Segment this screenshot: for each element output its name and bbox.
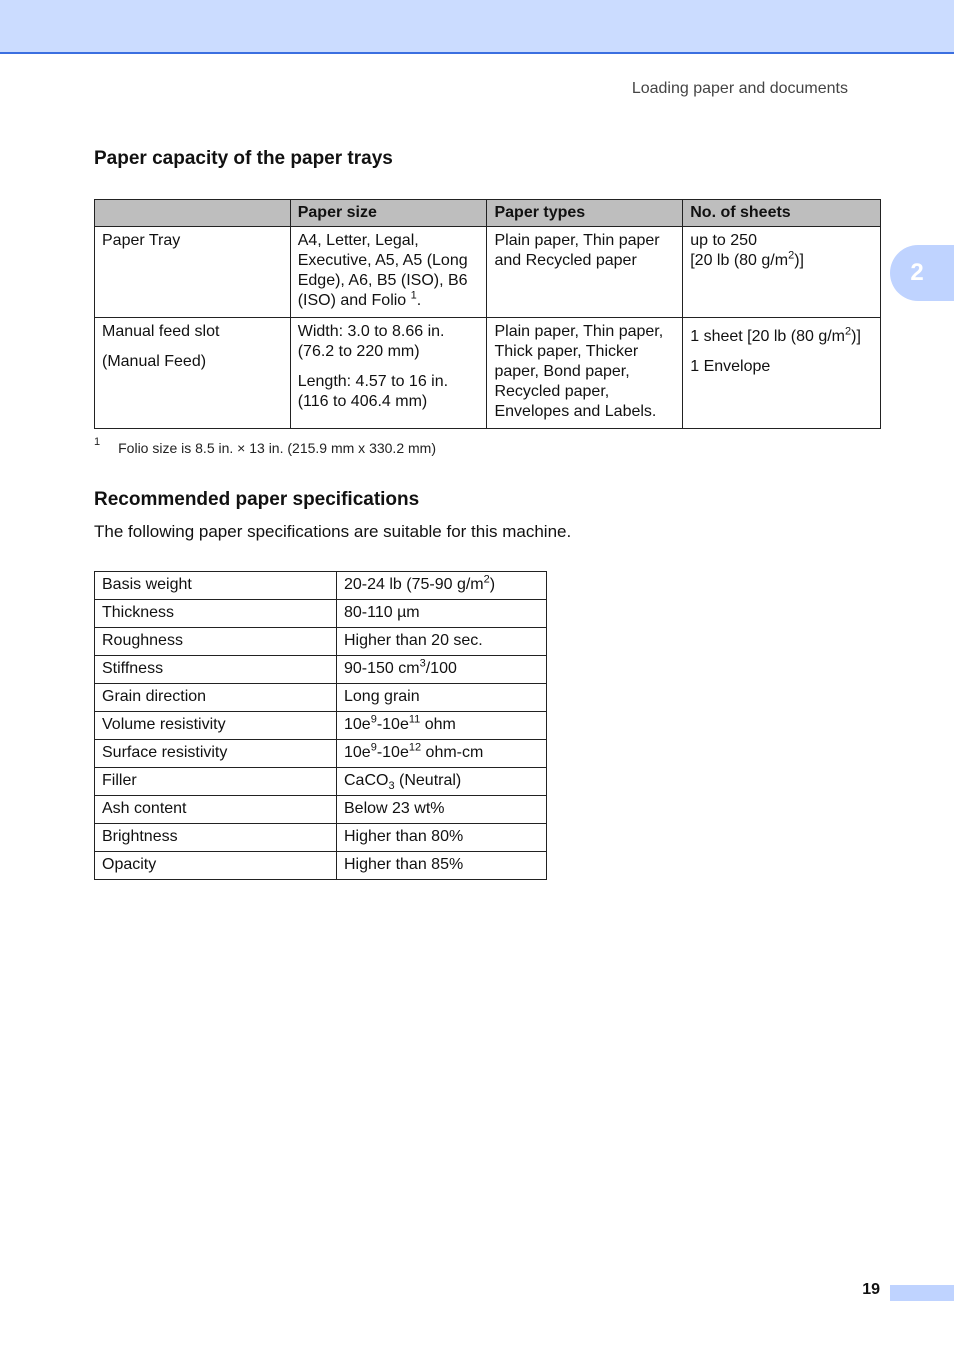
column-header-paper-size: Paper size <box>290 200 487 227</box>
sheets-line: 1 Envelope <box>690 358 771 375</box>
superscript: 9 <box>370 741 377 754</box>
spec-label: Ash content <box>95 796 337 824</box>
spec-value-text: Higher than 80% <box>344 828 464 845</box>
spec-value-text: 20-24 lb (75-90 g/m <box>344 576 484 593</box>
spec-value-text: /100 <box>425 660 457 677</box>
paper-length: Length: 4.57 to 16 in. (116 to 406.4 mm) <box>297 373 449 410</box>
footnote-ref: 1 <box>410 289 417 302</box>
spec-value <box>337 656 547 684</box>
spec-label: Surface resistivity <box>95 740 337 768</box>
table-row <box>95 684 547 712</box>
spec-value <box>337 768 547 796</box>
spec-value-text: 10e <box>344 716 371 733</box>
tray-name: Paper Tray <box>95 227 291 318</box>
footnote-text: Folio size is 8.5 in. × 13 in. (215.9 mm x 330.2 mm) <box>118 440 436 456</box>
superscript: 12 <box>408 741 422 754</box>
table-row <box>95 852 547 880</box>
paper-size-cell <box>290 227 487 318</box>
sheets-cell <box>683 227 881 318</box>
paper-size-cell <box>290 318 487 429</box>
spec-value-text: -10e <box>376 716 409 733</box>
subscript: 3 <box>388 780 395 793</box>
spec-value-text: 10e <box>344 744 371 761</box>
spec-value <box>337 600 547 628</box>
spec-label: Brightness <box>95 824 337 852</box>
superscript: 2 <box>483 573 490 586</box>
table-row <box>95 712 547 740</box>
column-header-sheets: No. of sheets <box>683 200 881 227</box>
spec-value-text: CaCO <box>344 772 389 789</box>
running-header: Loading paper and documents <box>631 80 848 97</box>
spec-label: Basis weight <box>95 572 337 600</box>
table-row <box>95 628 547 656</box>
tray-name: Manual feed slot <box>102 323 220 340</box>
superscript: 9 <box>370 713 377 726</box>
spec-label: Roughness <box>95 628 337 656</box>
spec-value <box>337 684 547 712</box>
spec-value <box>337 628 547 656</box>
spec-value <box>337 852 547 880</box>
footnote-mark: 1 <box>94 436 101 448</box>
spec-label: Stiffness <box>95 656 337 684</box>
sheets-text: )] <box>794 252 804 269</box>
top-header-band <box>0 0 954 54</box>
spec-value-text: Higher than 85% <box>344 856 464 873</box>
spec-value-text: 80-110 µm <box>344 604 420 621</box>
footer-band <box>890 1285 954 1301</box>
superscript: 2 <box>845 325 852 338</box>
table-row <box>95 768 547 796</box>
table-row <box>95 318 881 429</box>
paper-width: Width: 3.0 to 8.66 in. (76.2 to 220 mm) <box>297 323 445 360</box>
spec-value-text: Higher than 20 sec. <box>344 632 483 649</box>
spec-value <box>337 740 547 768</box>
paper-capacity-table <box>94 199 881 429</box>
table-row <box>95 796 547 824</box>
sheets-line <box>690 251 873 271</box>
spec-value-text: ohm-cm <box>421 744 484 761</box>
table-row <box>95 824 547 852</box>
table-row <box>95 227 881 318</box>
spec-label: Filler <box>95 768 337 796</box>
spec-value <box>337 712 547 740</box>
paper-size-end: . <box>416 292 422 309</box>
spec-label: Grain direction <box>95 684 337 712</box>
superscript: 3 <box>419 657 426 670</box>
spec-value-text: (Neutral) <box>394 772 462 789</box>
footnote <box>94 436 436 456</box>
table-row <box>95 572 547 600</box>
column-header <box>95 200 291 227</box>
table-row <box>95 740 547 768</box>
spec-value <box>337 796 547 824</box>
superscript: 11 <box>408 713 421 726</box>
spec-value-text: Below 23 wt% <box>344 800 445 817</box>
paper-types-cell: Plain paper, Thin paper and Recycled paper <box>487 227 683 318</box>
table-row <box>95 600 547 628</box>
sheets-text: [20 lb (80 g/m <box>690 252 789 269</box>
page-number: 19 <box>862 1281 880 1298</box>
sheets-text: 1 sheet [20 lb (80 g/m <box>690 328 845 345</box>
paper-specifications-table <box>94 571 547 880</box>
tray-name-cell <box>95 318 291 429</box>
spec-label: Opacity <box>95 852 337 880</box>
chapter-tab: 2 <box>890 245 954 301</box>
table-header-row <box>95 200 881 227</box>
spec-value-text: -10e <box>376 744 409 761</box>
superscript: 2 <box>788 249 795 262</box>
capacity-heading: Paper capacity of the paper trays <box>94 148 393 169</box>
column-header-paper-types: Paper types <box>487 200 683 227</box>
spec-value-text: Long grain <box>344 688 420 705</box>
spec-label: Thickness <box>95 600 337 628</box>
spec-label: Volume resistivity <box>95 712 337 740</box>
sheets-line <box>690 327 873 347</box>
sheets-line: up to 250 <box>690 232 757 249</box>
table-row <box>95 656 547 684</box>
spec-value-text: ohm <box>420 716 456 733</box>
spec-value-text: 90-150 cm <box>344 660 420 677</box>
spec-value <box>337 824 547 852</box>
specs-heading: Recommended paper specifications <box>94 489 420 510</box>
paper-size-text: A4, Letter, Legal, Executive, A5, A5 (Long Edge), A6, B5 (ISO), B6 (ISO) and Folio <box>297 232 468 309</box>
specs-intro: The following paper specifications are suitable for this machine. <box>94 522 572 541</box>
tray-subname: (Manual Feed) <box>102 353 207 370</box>
spec-value-text: ) <box>489 576 496 593</box>
sheets-text: )] <box>851 328 861 345</box>
paper-types-cell: Plain paper, Thin paper, Thick paper, Thicker paper, Bond paper, Recycled paper, Envelopes and Labels. <box>487 318 683 429</box>
spec-value <box>337 572 547 600</box>
sheets-cell <box>683 318 881 429</box>
